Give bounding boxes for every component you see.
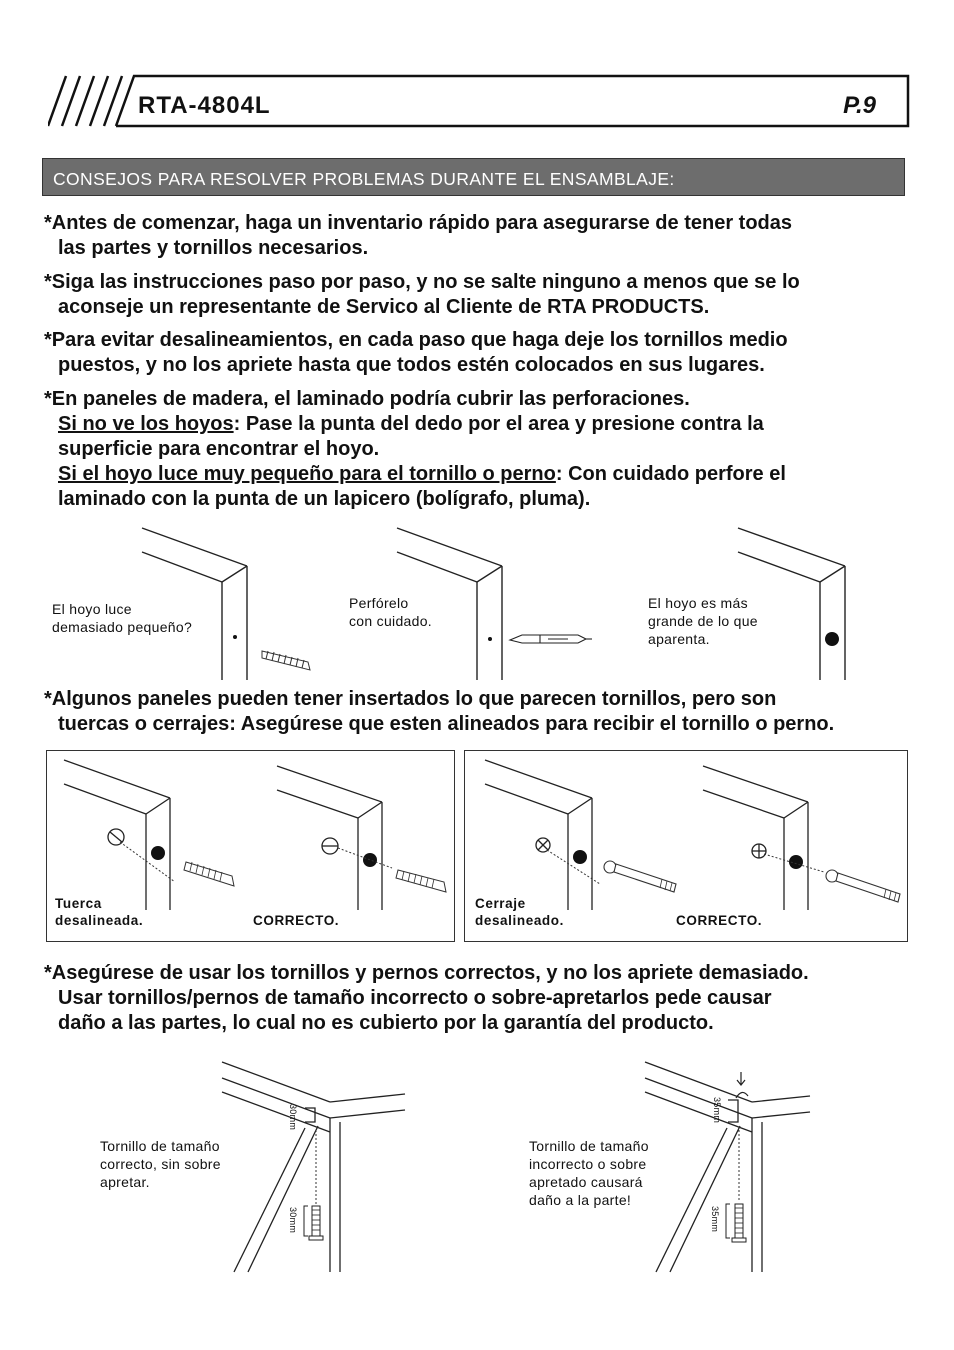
tip-loose-screws bbox=[44, 328, 788, 378]
tip-text: *Algunos paneles pueden tener insertados lo que parecen tornillos, pero son bbox=[44, 688, 777, 710]
caption-line: Perfórelo bbox=[349, 595, 409, 611]
tip-text: Usar tornillos/pernos de tamaño incorrecto o sobre-apretarlos pede causar bbox=[58, 987, 772, 1009]
tip-text: aconseje un representante de Servico al Cliente de RTA PRODUCTS. bbox=[58, 296, 710, 318]
page-number: P.9 bbox=[843, 92, 876, 119]
tip-correct-screws bbox=[44, 961, 809, 1036]
label-line: desalineado. bbox=[475, 913, 564, 928]
model-number: RTA-4804L bbox=[138, 92, 271, 119]
dim-label-top-right: 35mm bbox=[712, 1097, 722, 1124]
tip-text: daño a las partes, lo cual no es cubierto por la garantía del producto. bbox=[58, 1012, 714, 1034]
dim-label-left: 30mm bbox=[288, 1207, 298, 1234]
tip-text: *Asegúrese de usar los tornillos y pernos correctos, y no los apriete demasiado. bbox=[44, 962, 809, 984]
tip-subheading: Si el hoyo luce muy pequeño para el tornillo o perno bbox=[58, 463, 556, 485]
caption-line: Tornillo de tamaño bbox=[100, 1138, 220, 1154]
tip-text: *Antes de comenzar, haga un inventario rápido para asegurarse de tener todas bbox=[44, 212, 793, 234]
caption-line: aparenta. bbox=[648, 631, 710, 647]
caption-line: Tornillo de tamaño bbox=[529, 1138, 649, 1154]
caption-line: apretar. bbox=[100, 1174, 150, 1190]
nut-correct-label: CORRECTO. bbox=[253, 913, 340, 928]
tip-text: tuercas o cerrajes: Asegúrese que esten alineados para recibir el tornillo o perno. bbox=[58, 713, 835, 735]
tip-text: : Con cuidado perfore el bbox=[555, 463, 786, 485]
caption-line: con cuidado. bbox=[349, 613, 432, 629]
tip-text: laminado con la punta de un lapicero (bolígrafo, pluma). bbox=[58, 488, 591, 510]
tip-text: las partes y tornillos necesarios. bbox=[58, 237, 369, 259]
tip-text: *Siga las instrucciones paso por paso, y no se salte ninguno a menos que se lo bbox=[44, 271, 800, 293]
label-line: Cerraje bbox=[475, 896, 526, 911]
nut-misaligned-label bbox=[55, 895, 143, 929]
tip-laminate bbox=[44, 387, 786, 512]
tip-text: puestos, y no los apriete hasta que todos estén colocados en sus lugares. bbox=[58, 354, 765, 376]
cam-correct-label: CORRECTO. bbox=[676, 913, 763, 928]
tip-text: superficie para encontrar el hoyo. bbox=[58, 438, 380, 460]
tip-subheading: Si no ve los hoyos bbox=[58, 413, 234, 435]
caption-line: El hoyo es más bbox=[648, 595, 748, 611]
caption-line: demasiado pequeño? bbox=[52, 619, 193, 635]
caption-line: incorrecto o sobre bbox=[529, 1156, 647, 1172]
tip-inventory bbox=[44, 211, 792, 261]
caption-line: grande de lo que bbox=[648, 613, 758, 629]
hole-pierce-caption bbox=[349, 594, 432, 630]
dim-label-top-left: 30mm bbox=[288, 1104, 298, 1131]
tip-follow-steps bbox=[44, 270, 800, 320]
label-line: Tuerca bbox=[55, 896, 102, 911]
caption-line: El hoyo luce bbox=[52, 601, 132, 617]
label-line: desalineada. bbox=[55, 913, 144, 928]
caption-line: correcto, sin sobre bbox=[100, 1156, 221, 1172]
hole-bigger-caption bbox=[648, 594, 758, 648]
hole-small-caption bbox=[52, 600, 192, 636]
page-header bbox=[48, 74, 910, 128]
section-title-bar bbox=[42, 158, 905, 196]
tip-text: *Para evitar desalineamientos, en cada paso que haga deje los tornillos medio bbox=[44, 329, 788, 351]
screw-wrong-caption bbox=[529, 1137, 649, 1209]
tip-inserted-nuts bbox=[44, 687, 834, 737]
screw-right-caption bbox=[100, 1137, 221, 1191]
section-title: CONSEJOS PARA RESOLVER PROBLEMAS DURANTE EL ENSAMBLAJE: bbox=[53, 169, 675, 189]
caption-line: apretado causará bbox=[529, 1174, 643, 1190]
tip-text: *En paneles de madera, el laminado podría cubrir las perforaciones. bbox=[44, 388, 690, 410]
tip-text: : Pase la punta del dedo por el area y presione contra la bbox=[233, 413, 764, 435]
dim-label-right: 35mm bbox=[710, 1206, 720, 1233]
caption-line: daño a la parte! bbox=[529, 1192, 632, 1208]
cam-misaligned-label bbox=[475, 895, 564, 929]
